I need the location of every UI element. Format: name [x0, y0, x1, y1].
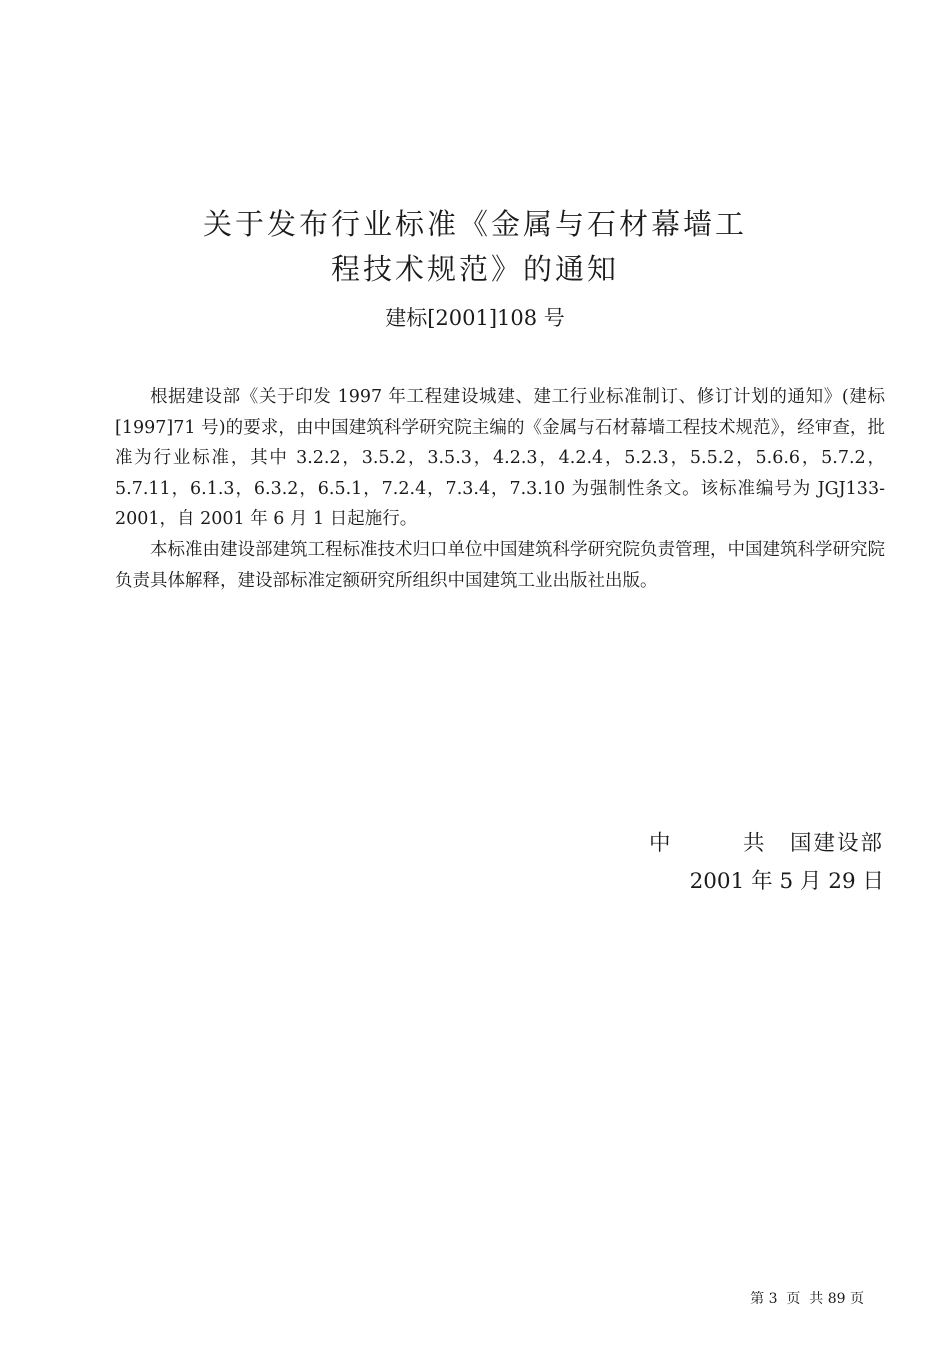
document-title-line-2: 程技术规范》的通知 [330, 252, 619, 286]
document-title-line-1: 关于发布行业标准《金属与石材幕墙工 [202, 207, 747, 241]
document-number: 建标[2001]108 号 [385, 306, 565, 330]
signature-block [649, 826, 884, 900]
issuing-authority: 中 共 国建设部 [648, 831, 884, 856]
document-body [115, 382, 885, 596]
body-paragraph-2: 本标准由建设部建筑工程标准技术归口单位中国建筑科学研究院负责管理，中国建筑科学研究院负责具体解释，建设部标准定额研究所组织中国建筑工业出版社出版。 [115, 539, 885, 591]
page-number-footer: 第 3 页 共 89 页 [750, 1291, 864, 1307]
body-paragraph-1: 根据建设部《关于印发 1997 年工程建设城建、建工行业标准制订、修订计划的通知》(建标[1997]71 号)的要求，由中国建筑科学研究院主编的《金属与石材幕墙工程技术规范》，经审查，批准为行业标准，其中 3.2.2，3.5.2，3.5.3，4.2.3，4.2.4，5.2.3，5.5.2，5.6.6，5.7.2，5.7.11，6.1.3，6.3.2，6.5.1，7.2.4，7.3.4，7.3.10 为强制性条文。该标准编号为 JGJ133-2001，自 2001 年 6 月 1 日起施行。 [115, 387, 885, 530]
issue-date: 2001 年 5 月 29 日 [689, 869, 884, 894]
